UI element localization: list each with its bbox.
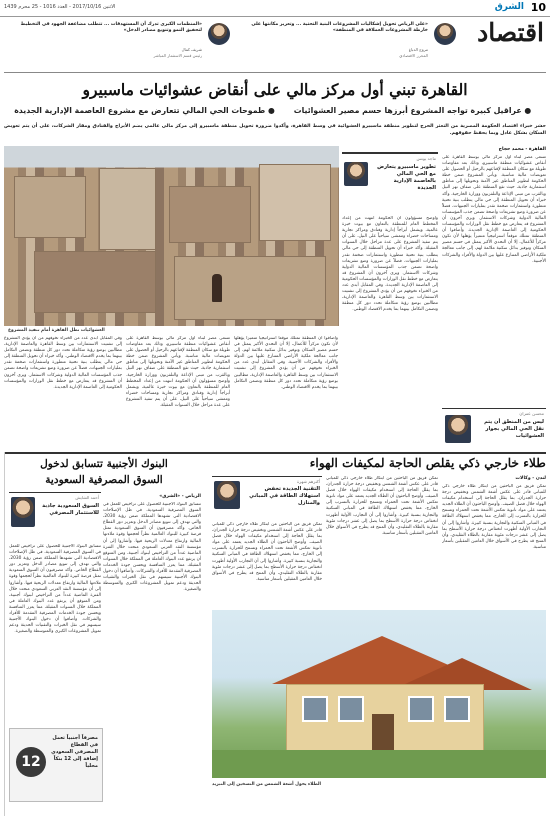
inset-label: أحمد الشايش: [75, 495, 99, 500]
page-number: 10: [530, 1, 546, 14]
story2-photo-caption: الطلاء يحول أشعة الشمس من التسخين إلى التبريد: [212, 782, 322, 787]
body-text: وأضافوا أن المنطقة تمتلك موقعاً استراتيجياً متميزاً يؤهلها لأن تكون مركزاً للأعمال، إلا أن التحدي الأكبر يتمثل في حسم مصير السكان وتوفير بدائل سكنية ملائمة لهم، إلى جانب معالجة ملكية الأراضي المتنازع عليها بين الدولة والأفراد والشركات الأجنبية.: [234, 336, 338, 366]
story3-callout: [9, 728, 103, 802]
columnist-quote: «المنظمات الكبرى تدرك أن المستهدفات ... تتطلب مضاعفة الجهود في التخطيط لتحقيق النمو وتنويع مصادر الدخل»: [20, 22, 202, 33]
body-text: وأكد خبراء أن تحويل المنطقة إلى حي مالي يتطلب بنية تحتية متطورة واستثمارات ضخمة تقدر بمليارات الجنيهات، فضلاً عن ضرورة وضع تشريعات واضحة تضمن جذب المؤسسات المالية الدولية وشركات الاستثمار. ويرى آخرون أن المشروع قد يتعارض مع خطط نقل الوزارات والمؤسسات الحكومية إلى العاصمة الإدارية الجديدة.: [342, 246, 438, 289]
inset-label: أكثرهم شهرة: [296, 479, 320, 484]
columnist-name: شريف كمال: [181, 47, 202, 52]
main-photo-caption: العشوائيات تطل القاهرة أمام تنفيذ المشروع: [8, 328, 105, 333]
subhead-right: عراقيل كبيرة تواجه المشروع أبرزها حسم مصير العشوائيات: [293, 106, 522, 115]
inset-quote-label: ماجد يونس: [416, 156, 436, 161]
main-subhead: [12, 106, 277, 115]
main-body-col-1: [442, 155, 546, 407]
body-text: تسعى مصر لبناء أول مركز مالي بوسط القاهرة على أنقاض عشوائيات منطقة ماسبيرو، وذلك بعد مفاوضات طويلة مع سكان المنطقة لإقناعهم بالرحيل أو الحصول على تعويضات مالية مناسبة. ويأتي المشروع ضمن خطة الحكومة لتطوير المناطق غير الآمنة وتحويلها إلى مناطق استثمارية جاذبة، حيث تقع المنطقة على ضفاف نهر النيل وبالقرب من مبنى الإذاعة والتلفزيون ووزارة الخارجية.: [126, 336, 230, 378]
story3-headline-2: السوق المصرفية السعودية: [45, 474, 163, 486]
lawn: [212, 750, 546, 778]
body-text: وأوضح مسؤولون أن الحكومة انتهت من إعداد المخطط العام للمنطقة بالتعاون مع بيوت خبرة عالمية، ويشمل أبراجاً إدارية وفنادق ومراكز تجارية ومساحات خضراء وممشى سياحياً على النيل، على أن يتم تنفيذ المشروع على عدة مراحل خلال السنوات المقبلة.: [342, 216, 438, 252]
top-bar: [0, 0, 550, 17]
inset-portrait: [214, 481, 240, 509]
story2-photo: [212, 610, 546, 778]
inset-portrait: [445, 415, 471, 443]
window: [302, 696, 328, 722]
window: [338, 696, 364, 722]
story2-body-col-2: تمكن فريق من الباحثين من ابتكار طلاء خارجي ذكي للمباني قادر على عكس أشعة الشمس وتخفيض درجة حرارة الجدران، بما يقلل الحاجة إلى استخدام مكيفات الهواء خلال فصل الصيف. وأوضح الباحثون أن الطلاء الجديد يعتمد على مواد نانوية تعكس الأشعة تحت الحمراء وتسمح للحرارة بالتسرب إلى الخارج، مما يخفض استهلاك الطاقة في المباني السكنية والتجارية بنسبة كبيرة. وأشاروا إلى أن التجارب الأولية أظهرت انخفاض درجة حرارة الأسطح بما يصل إلى عشر درجات مئوية مقارنة بالطلاء التقليدي، وأن المنتج قد يطرح في الأسواق خلال العامين المقبلين بأسعار مناسبة.: [326, 476, 438, 536]
story2-body-col-1: تمكن فريق من الباحثين من ابتكار طلاء خارجي ذكي للمباني قادر على عكس أشعة الشمس وتخفيض درجة حرارة الجدران، بما يقلل الحاجة إلى استخدام مكيفات الهواء خلال فصل الصيف. وأوضح الباحثون أن الطلاء الجديد يعتمد على مواد نانوية تعكس الأشعة تحت الحمراء وتسمح للحرارة بالتسرب إلى الخارج، مما يخفض استهلاك الطاقة في المباني السكنية والتجارية بنسبة كبيرة. وأشاروا إلى أن التجارب الأولية أظهرت انخفاض درجة حرارة الأسطح بما يصل إلى عشر درجات مئوية مقارنة بالطلاء التقليدي، وأن المنتج قد يطرح في الأسواق خلال العامين المقبلين بأسعار مناسبة.: [442, 484, 546, 550]
body-text: تسعى مصر لبناء أول مركز مالي بوسط القاهرة على أنقاض عشوائيات منطقة ماسبيرو، وذلك بعد مفاوضات طويلة مع سكان المنطقة لإقناعهم بالرحيل أو الحصول على تعويضات مالية مناسبة. ويأتي المشروع ضمن خطة الحكومة لتطوير المناطق غير الآمنة وتحويلها إلى مناطق استثمارية جاذبة، حيث تقع المنطقة على ضفاف نهر النيل وبالقرب من مبنى الإذاعة والتلفزيون ووزارة الخارجية.: [442, 155, 546, 197]
inset-quote-text: تطوير ماسبيرو يتعارض مع الحي المالي بالعاصمة الإدارية الجديدة: [377, 164, 436, 191]
main-photo: [4, 146, 339, 326]
window: [408, 696, 434, 722]
inset-quote-text: ليس من المنطق أن يتم نقل الحي المالي بجوار العشوائيات: [484, 419, 544, 439]
callout-text: مصرفاً أجنبياً تعمل في القطاع المصرفي السعودي إضافة إلى 12 بنكاً محلياً: [51, 735, 98, 769]
bullet-icon: ●: [524, 106, 532, 115]
columnist-name: مروج الدباغ: [408, 47, 428, 52]
columnist-role: رئيس قسم الاستثمار المباشر: [153, 53, 202, 58]
main-lede: حشر خبراء اقتصاد الحكومة المصرية من التعثر الحرج لتطوير منطقة ماسبيرو العشوائية في وسط القاهرة، وأكدوا ضرورة تحويل منطقة ماسبيرو إلى مركز مالي عالمي يضم الأبراج والفنادق ومقار الشركات، على أن يتم تعويض السكان بشكل عادل وبما يحفظ حقوقهم.: [4, 124, 546, 136]
callout-number: 12: [16, 747, 46, 777]
body-text: وأضافوا أن المنطقة تمتلك موقعاً استراتيجياً متميزاً يؤهلها لأن تكون مركزاً للأعمال، إلا أن التحدي الأكبر يتمثل في حسم مصير السكان وتوفير بدائل سكنية ملائمة لهم، إلى جانب معالجة ملكية الأراضي المتنازع عليها بين الدولة والأفراد والشركات الأجنبية.: [442, 228, 546, 264]
story3-inset: [9, 492, 101, 541]
story2-byline: لندن - وكالات: [515, 476, 546, 481]
body-text: وفي المقابل أبدى عدد من الخبراء تخوفهم من أن يؤدي المشروع إلى تشتيت الاستثمارات بين وسط القاهرة والعاصمة الإدارية، مطالبين بوضع رؤية متكاملة تحدد دور كل منطقة وتضمن التكامل بينهما بما يخدم الاقتصاد الوطني.: [234, 360, 338, 390]
body-text: وفي المقابل أبدى عدد من الخبراء تخوفهم من أن يؤدي المشروع إلى تشتيت الاستثمارات بين وسط القاهرة والعاصمة الإدارية، مطالبين بوضع رؤية متكاملة تحدد دور كل منطقة وتضمن التكامل بينهما بما يخدم الاقتصاد الوطني.: [342, 283, 438, 313]
window: [444, 696, 470, 722]
main-body-col-5: [4, 336, 122, 448]
columnist-quote: «على الرياض تحويل إشكاليات المشروعات البنية التحتية ... وتعزيز مكانتها على خارطة المشروعات العملاقة في المنطقة»: [251, 22, 428, 33]
main-body-col-4: [126, 336, 230, 448]
figure-silhouette: [212, 274, 222, 302]
body-text: وأوضح مسؤولون أن الحكومة انتهت من إعداد المخطط العام للمنطقة بالتعاون مع بيوت خبرة عالمية، ويشمل أبراجاً إدارية وفنادق ومراكز تجارية ومساحات خضراء وممشى سياحياً على النيل، على أن يتم تنفيذ المشروع على عدة مراحل خلال السنوات المقبلة.: [126, 378, 230, 409]
story3-body-col-2: تتسابق البنوك الأجنبية للحصول على تراخيص للعمل في السوق المصرفية السعودية، في ظل الإصلاحات الاقتصادية التي تشهدها المملكة ضمن رؤية 2030، والتي تهدف إلى تنويع مصادر الدخل وتعزيز دور القطاع الخاص. وأكد مصرفيون أن السوق السعودية تمثل فرصة كبيرة للبنوك العالمية نظراً لحجمها وقوة ملاءتها المالية وارتفاع معدلات الربحية فيها. وأشاروا إلى أن مؤسسة النقد العربي السعودي منحت خلال الفترة الماضية عدداً من التراخيص لبنوك أجنبية، ومن المتوقع أن يرتفع عدد البنوك العاملة في المملكة خلال السنوات المقبلة، مما يعزز المنافسة ويحسن جودة الخدمات المصرفية المقدمة للأفراد والشركات. وأضافوا أن دخول البنوك الأجنبية سيسهم في نقل الخبرات والتقنيات الحديثة ودعم تمويل المشروعات الكبرى والمتوسطة والصغيرة.: [9, 544, 101, 635]
columnists-strip: [4, 19, 458, 69]
body-text: وأكد خبراء أن تحويل المنطقة إلى حي مالي يتطلب بنية تحتية متطورة واستثمارات ضخمة تقدر بمليارات الجنيهات، فضلاً عن ضرورة وضع تشريعات واضحة تضمن جذب المؤسسات المالية الدولية وشركات الاستثمار. ويرى آخرون أن المشروع قد يتعارض مع خطط نقل الوزارات والمؤسسات الحكومية إلى العاصمة الإدارية الجديدة.: [4, 354, 122, 390]
story2-inset: [212, 476, 322, 519]
inset-quote-label: محسن عمران: [519, 411, 544, 416]
story3-headline-1: البنوك الأجنبية تتسابق لدخول: [40, 458, 168, 470]
story3-body-col-1: تتسابق البنوك الأجنبية للحصول على تراخيص للعمل في السوق المصرفية السعودية، في ظل الإصلاحات الاقتصادية التي تشهدها المملكة ضمن رؤية 2030، والتي تهدف إلى تنويع مصادر الدخل وتعزيز دور القطاع الخاص. وأكد مصرفيون أن السوق السعودية تمثل فرصة كبيرة للبنوك العالمية نظراً لحجمها وقوة ملاءتها المالية وارتفاع معدلات الربحية فيها. وأشاروا إلى أن مؤسسة النقد العربي السعودي منحت خلال الفترة الماضية عدداً من التراخيص لبنوك أجنبية، ومن المتوقع أن يرتفع عدد البنوك العاملة في المملكة خلال السنوات المقبلة، مما يعزز المنافسة ويحسن جودة الخدمات المصرفية المقدمة للأفراد والشركات. وأضافوا أن دخول البنوك الأجنبية سيسهم في نقل الخبرات والتقنيات الحديثة ودعم تمويل المشروعات الكبرى والمتوسطة والصغيرة.: [103, 502, 201, 593]
inset-text: السوق السعودية جاذبة للاستثمار المصرفي: [42, 503, 99, 516]
door: [372, 714, 394, 754]
columnist-role: المحرر الاقتصادي: [399, 53, 428, 58]
inset-text: التقنية الجديدة تخفض استهلاك الطاقة في المباني والمنازل: [249, 486, 320, 506]
date-line: الاثنين 2017/10/16 - العدد 1016 - 25 محرم 1439: [4, 4, 116, 10]
story3-byline: الرياض - «الشرق»: [159, 494, 201, 499]
main-body-col-2: [342, 216, 438, 406]
inset-portrait: [344, 162, 368, 186]
columnist-avatar: [208, 23, 230, 45]
columnist-avatar: [434, 23, 456, 45]
story2-body-col-3: تمكن فريق من الباحثين من ابتكار طلاء خارجي ذكي للمباني قادر على عكس أشعة الشمس وتخفيض درجة حرارة الجدران، بما يقلل الحاجة إلى استخدام مكيفات الهواء خلال فصل الصيف. وأوضح الباحثون أن الطلاء الجديد يعتمد على مواد نانوية تعكس الأشعة تحت الحمراء وتسمح للحرارة بالتسرب إلى الخارج، مما يخفض استهلاك الطاقة في المباني السكنية والتجارية بنسبة كبيرة. وأشاروا إلى أن التجارب الأولية أظهرت انخفاض درجة حرارة الأسطح بما يصل إلى عشر درجات مئوية مقارنة بالطلاء التقليدي، وأن المنتج قد يطرح في الأسواق خلال العامين المقبلين بأسعار مناسبة.: [212, 522, 322, 582]
inset-portrait: [11, 497, 35, 527]
body-text: وأكد خبراء أن تحويل المنطقة إلى حي مالي يتطلب بنية تحتية متطورة واستثمارات ضخمة تقدر بمليارات الجنيهات، فضلاً عن ضرورة وضع تشريعات واضحة تضمن جذب المؤسسات المالية الدولية وشركات الاستثمار. ويرى آخرون أن المشروع قد يتعارض مع خطط نقل الوزارات والمؤسسات الحكومية إلى العاصمة الإدارية الجديدة.: [442, 191, 546, 234]
divider: [4, 72, 546, 73]
main-subhead: [285, 106, 540, 115]
main-byline: القاهرة - محمد حجاج: [498, 147, 546, 152]
inset-quote: [442, 408, 546, 453]
main-body-col-3: [234, 336, 338, 448]
body-text: وفي المقابل أبدى عدد من الخبراء تخوفهم من أن يؤدي المشروع إلى تشتيت الاستثمارات بين وسط القاهرة والعاصمة الإدارية، مطالبين بوضع رؤية متكاملة تحدد دور كل منطقة وتضمن التكامل بينهما بما يخدم الاقتصاد الوطني.: [4, 336, 122, 360]
main-headline: القاهرة تبني أول مركز مالي على أنقاض عشوائيات ماسبيرو: [82, 80, 468, 99]
section-title: اقتصاد: [477, 18, 544, 47]
story3: [4, 452, 205, 816]
bullet-icon: ●: [267, 106, 275, 115]
subhead-left: طموحات الحي المالي تتعارض مع مشروع العاصمة الإدارية الجديدة: [14, 106, 266, 115]
brand-name: الشرق: [494, 2, 524, 12]
story2-headline: طلاء خارجي ذكي يقلص الحاجة لمكيفات الهواء: [309, 456, 546, 470]
inset-quote: [342, 152, 438, 214]
